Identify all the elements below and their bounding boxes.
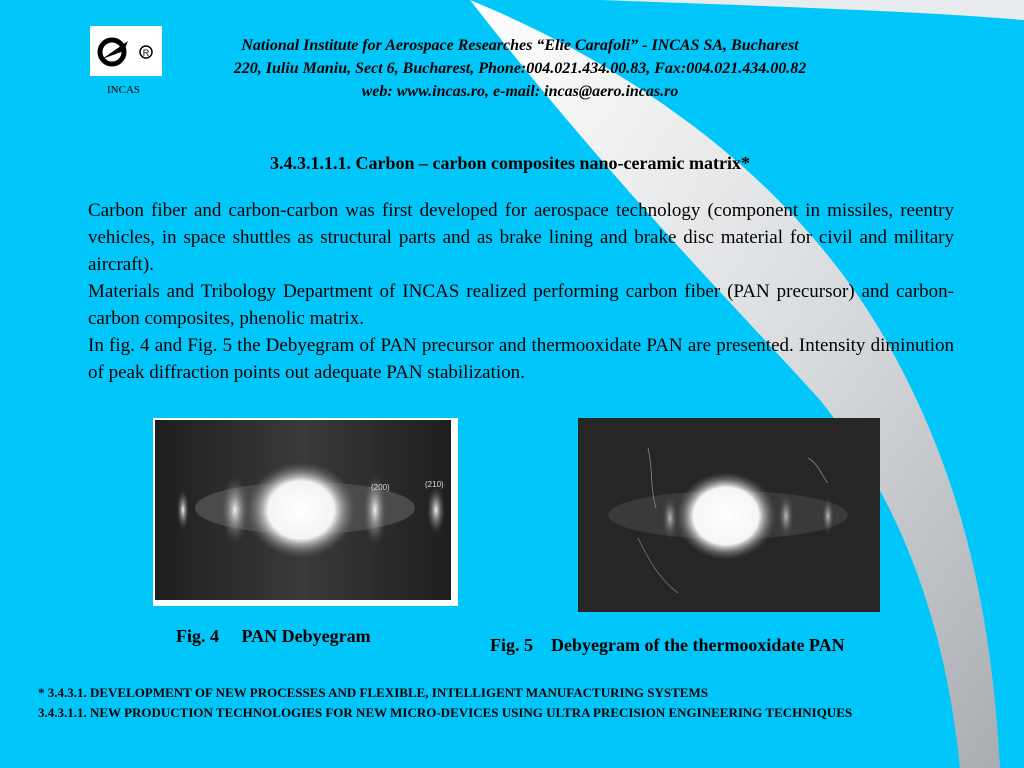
footnote-line-2: 3.4.3.1.1. NEW PRODUCTION TECHNOLOGIES FOR NEW MICRO-DEVICES USING ULTRA PRECISION ENGINEERING TECHNIQUES (38, 705, 853, 720)
figure-5-image (578, 418, 880, 612)
fig4-label-210: (210) (425, 480, 444, 489)
paragraph: Materials and Tribology Department of INCAS realized performing carbon fiber (PAN precursor) and carbon-carbon composites, phenolic matrix. (88, 281, 954, 329)
pan-debyegram-image (153, 418, 458, 606)
fig4-label-200: (200) (371, 483, 390, 492)
thermooxidate-pan-debyegram-image (578, 418, 880, 612)
footnote-line-1: * 3.4.3.1. DEVELOPMENT OF NEW PROCESSES AND FLEXIBLE, INTELLIGENT MANUFACTURING SYSTEMS (38, 685, 708, 700)
incas-logo-icon (94, 31, 158, 71)
header-line-1: National Institute for Aerospace Researches “Elie Carafoli” - INCAS SA, Bucharest (241, 37, 799, 54)
paragraph: In fig. 4 and Fig. 5 the Debyegram of PAN precursor and thermooxidate PAN are presented. Intensity diminution of peak diffraction points out adequate PAN stabilization. (88, 335, 954, 383)
section-title: 3.4.3.1.1.1. Carbon – carbon composites nano-ceramic matrix* (270, 153, 750, 173)
svg-text:R: R (142, 48, 150, 58)
figure-4-image (153, 418, 458, 606)
paragraph: Carbon fiber and carbon-carbon was first developed for aerospace technology (component in missiles, reentry vehicles, in space shuttles as structural parts and as brake lining and brake disc material for civil and military aircraft). (88, 200, 954, 275)
header-line-3: web: www.incas.ro, e-mail: incas@aero.incas.ro (361, 83, 679, 100)
body-text (88, 197, 954, 386)
footnote (38, 683, 934, 723)
logo-caption: INCAS (107, 84, 141, 96)
institute-header (150, 34, 890, 103)
figure-4-caption: Fig. 4 PAN Debyegram (176, 626, 371, 646)
figure-5-caption: Fig. 5 Debyegram of the thermooxidate PAN (490, 635, 845, 655)
header-line-2: 220, Iuliu Maniu, Sect 6, Bucharest, Phone:004.021.434.00.83, Fax:004.021.434.00.82 (233, 60, 807, 77)
